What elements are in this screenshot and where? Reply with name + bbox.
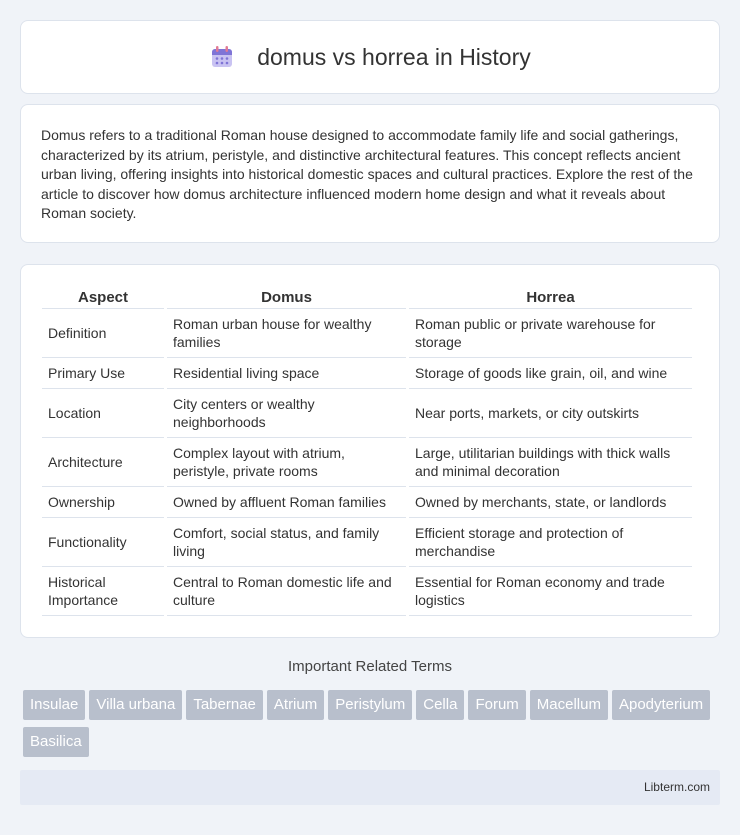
tag-peristylum[interactable]: Peristylum [328, 690, 412, 720]
related-terms-list [23, 690, 723, 764]
cell-domus: Comfort, social status, and family living [167, 518, 406, 567]
cell-horrea: Essential for Roman economy and trade logistics [409, 567, 692, 616]
tag-forum[interactable]: Forum [468, 690, 525, 720]
cell-domus: Complex layout with atrium, peristyle, private rooms [167, 438, 406, 487]
related-terms-title: Important Related Terms [288, 658, 452, 675]
tag-villa-urbana[interactable]: Villa urbana [89, 690, 182, 720]
table-row [42, 358, 692, 389]
comparison-table [39, 285, 695, 616]
calendar-icon [209, 44, 235, 70]
cell-aspect: Functionality [42, 518, 164, 567]
footer [20, 770, 720, 805]
cell-domus: Roman urban house for wealthy families [167, 309, 406, 358]
cell-horrea: Owned by merchants, state, or landlords [409, 487, 692, 518]
cell-horrea: Roman public or private warehouse for storage [409, 309, 692, 358]
table-row [42, 518, 692, 567]
tag-tabernae[interactable]: Tabernae [186, 690, 263, 720]
cell-aspect: Architecture [42, 438, 164, 487]
cell-domus: Owned by affluent Roman families [167, 487, 406, 518]
cell-horrea: Large, utilitarian buildings with thick walls and minimal decoration [409, 438, 692, 487]
tag-cella[interactable]: Cella [416, 690, 464, 720]
page-title: domus vs horrea in History [257, 43, 531, 70]
footer-link[interactable]: Libterm.com [643, 780, 710, 794]
cell-domus: Central to Roman domestic life and culture [167, 567, 406, 616]
cell-horrea: Efficient storage and protection of merchandise [409, 518, 692, 567]
intro-text: Domus refers to a traditional Roman house designed to accommodate family life and social gatherings, characterized by its atrium, peristyle, and distinctive architectural features. This concept reflects ancient urban living, offering insights into historical domestic spaces and cultural practices. Explore the rest of the article to discover how domus architecture influenced modern home design and what it reveals about Roman society. [41, 127, 693, 221]
intro-card [20, 104, 720, 243]
cell-aspect: Ownership [42, 487, 164, 518]
table-row [42, 487, 692, 518]
cell-aspect: Historical Importance [42, 567, 164, 616]
table-row [42, 389, 692, 438]
cell-horrea: Near ports, markets, or city outskirts [409, 389, 692, 438]
table-row [42, 438, 692, 487]
cell-aspect: Definition [42, 309, 164, 358]
header-horrea: Horrea [409, 285, 692, 309]
cell-domus: City centers or wealthy neighborhoods [167, 389, 406, 438]
tag-insulae[interactable]: Insulae [23, 690, 85, 720]
header-aspect: Aspect [42, 285, 164, 309]
table-row [42, 567, 692, 616]
cell-domus: Residential living space [167, 358, 406, 389]
tag-macellum[interactable]: Macellum [530, 690, 608, 720]
table-row [42, 309, 692, 358]
cell-aspect: Location [42, 389, 164, 438]
cell-aspect: Primary Use [42, 358, 164, 389]
tag-apodyterium[interactable]: Apodyterium [612, 690, 710, 720]
tag-atrium[interactable]: Atrium [267, 690, 324, 720]
cell-horrea: Storage of goods like grain, oil, and wine [409, 358, 692, 389]
title-card [20, 20, 720, 94]
comparison-card [20, 264, 720, 638]
header-domus: Domus [167, 285, 406, 309]
table-header-row [42, 285, 692, 309]
tag-basilica[interactable]: Basilica [23, 727, 89, 757]
